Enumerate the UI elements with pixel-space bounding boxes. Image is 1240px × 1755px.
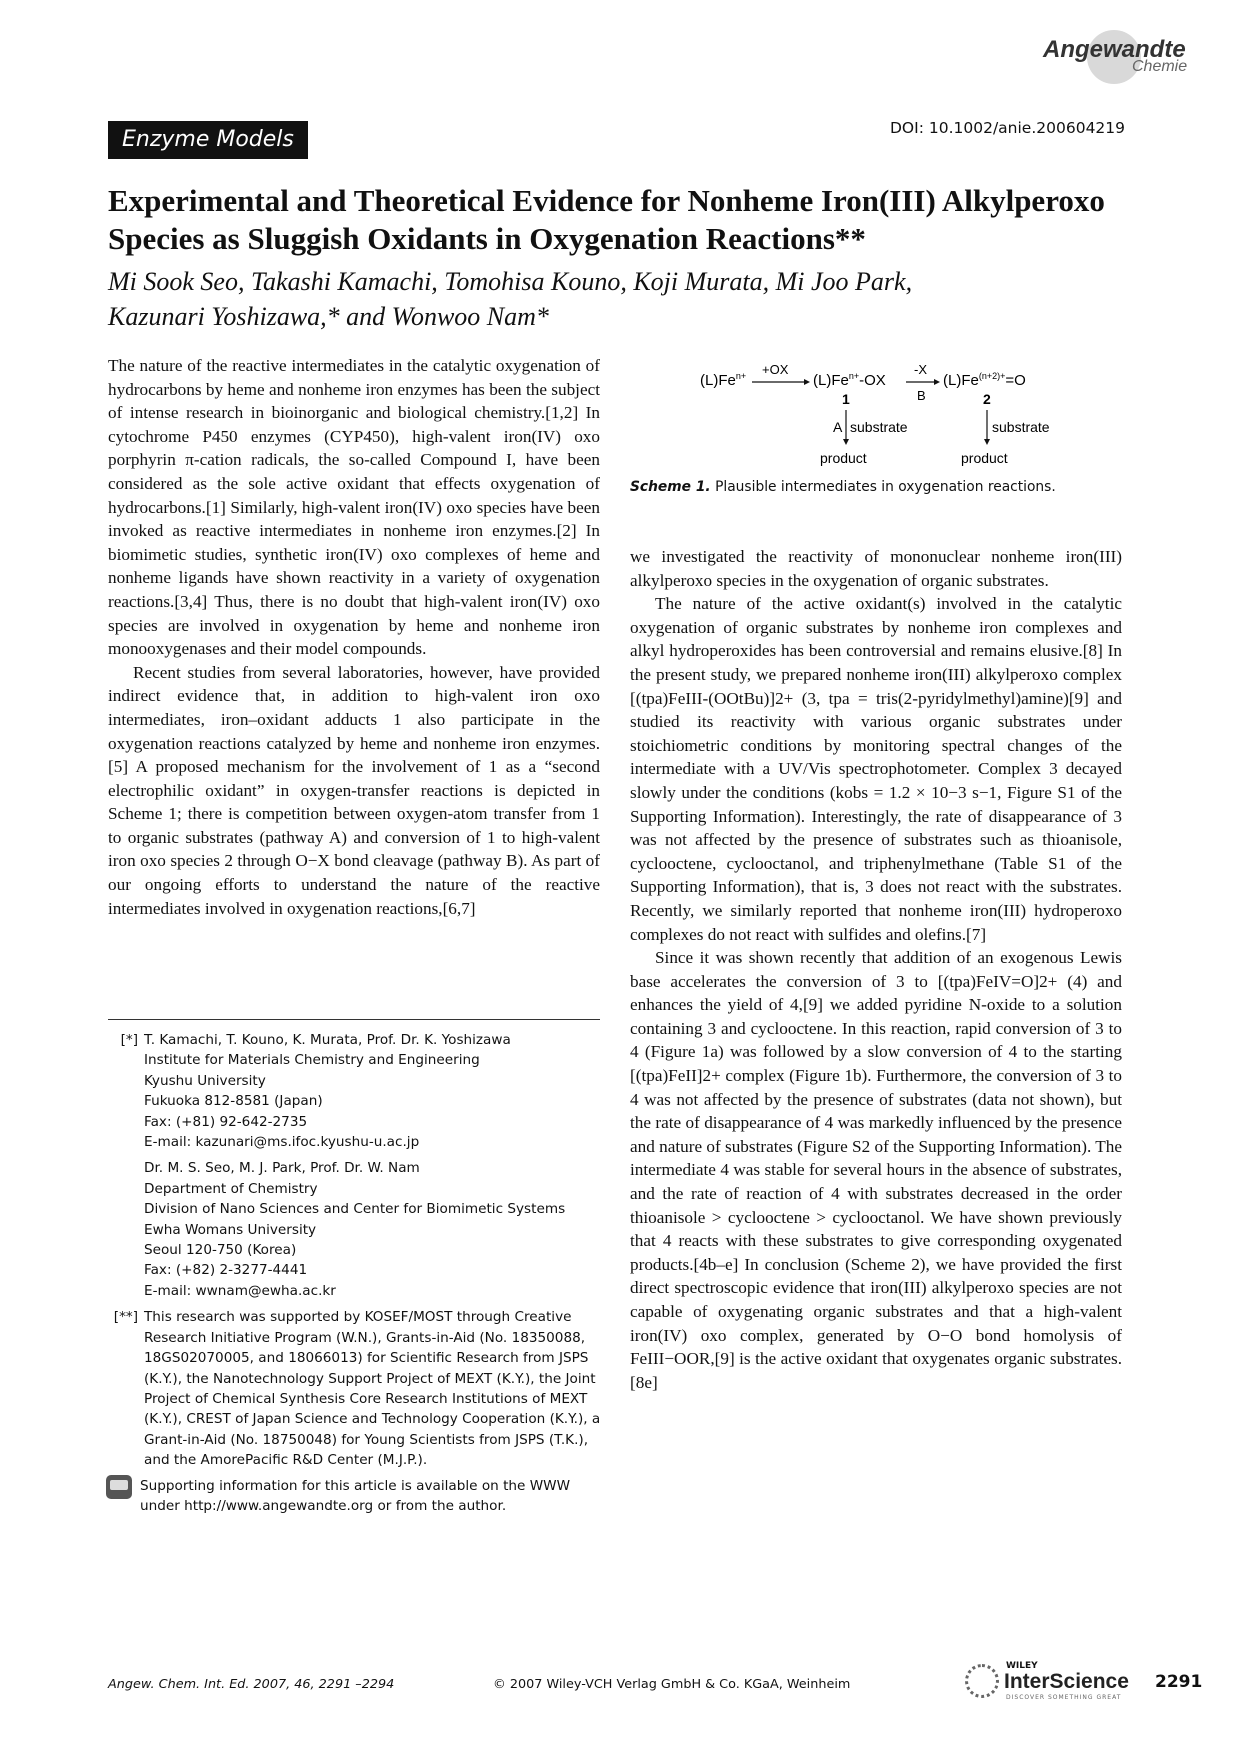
article-authors bbox=[108, 264, 1128, 334]
authors-line-2: Kazunari Yoshizawa,* and Wonwoo Nam* bbox=[108, 302, 549, 331]
scheme-product-1: product bbox=[820, 450, 867, 466]
aff1-line: Fax: (+81) 92-642-2735 bbox=[144, 1113, 308, 1130]
scheme-caption bbox=[630, 479, 1056, 495]
publisher-name: InterScience bbox=[1004, 1670, 1129, 1693]
right-column bbox=[630, 545, 1122, 1394]
journal-logo-main: Angewandte bbox=[1043, 36, 1186, 63]
aff2-email: E-mail: wwnam@ewha.ac.kr bbox=[144, 1282, 336, 1299]
aff2-line: Division of Nano Sciences and Center for Biomimetic Systems bbox=[144, 1201, 566, 1218]
aff2-line: Department of Chemistry bbox=[144, 1180, 318, 1197]
doi: DOI: 10.1002/anie.200604219 bbox=[890, 119, 1126, 137]
aff1-line: Fukuoka 812-8581 (Japan) bbox=[144, 1093, 323, 1110]
aff1-line: Institute for Materials Chemistry and Engineering bbox=[144, 1052, 480, 1069]
aff2-line: Fax: (+82) 2-3277-4441 bbox=[144, 1262, 308, 1279]
scheme-int-1-number: 1 bbox=[842, 391, 850, 407]
footnote-mark-2: [**] bbox=[113, 1309, 138, 1326]
supporting-info-icon bbox=[106, 1475, 132, 1499]
scheme-arrow-1-label: +OX bbox=[762, 362, 789, 377]
scheme-caption-label: Scheme 1. bbox=[630, 479, 711, 495]
scheme-start: $(L)Fe^{n+}$ bbox=[700, 371, 747, 389]
footnotes bbox=[108, 1030, 608, 1471]
publisher-small: WILEY bbox=[1006, 1661, 1038, 1671]
aff2-line: Ewha Womans University bbox=[144, 1221, 317, 1238]
article-title: Experimental and Theoretical Evidence for Nonheme Iron(III) Alkylperoxo Species as Sluggish Oxidants in Oxygenation Reactions** bbox=[108, 183, 1105, 256]
section-label: Enzyme Models bbox=[108, 121, 308, 159]
scheme-substrate-1: substrate bbox=[850, 419, 908, 435]
scheme-substrate-2: substrate bbox=[992, 419, 1050, 435]
footnote-rule bbox=[108, 1019, 600, 1020]
aff1-line: Kyushu University bbox=[144, 1072, 266, 1089]
scheme-1 bbox=[700, 362, 1060, 472]
publisher-tagline: DISCOVER SOMETHING GREAT bbox=[1006, 1694, 1122, 1701]
right-paragraph-3: Since it was shown recently that addition of an exogenous Lewis base accelerates the conversion of 3 to [(tpa)FeIV=O]2+ (4) and enhances the yield of 4,[9] we added pyridine N-oxide to a solution containing 3 and cyclooctene. In this reaction, rapid conversion of 3 to 4 (Figure 1a) was followed by a slow conversion of 4 to the starting [(tpa)FeII]2+ complex (Figure 1b). Furthermore, the conversion of 3 to 4 was not affected by the presence of substrates (data not shown), but the rate of disappearance of 4 was markedly influenced by the presence and nature of substrates (Figure S2 of the Supporting Information). The intermediate 4 was stable for several hours in the absence of substrates, and the rate of reaction of 4 with substrates decreased in the order thioanisole > cyclooctene > cyclooctanol. We have shown previously that 4 reacts with these substrates to give corresponding oxygenated products.[4b–e] In conclusion (Scheme 2), we have provided the first direct spectroscopic evidence that iron(III) alkylperoxo species are not capable of oxygenating organic substrates and that a high-valent iron(IV) oxo complex, generated by O−O bond homolysis of FeIII−OOR,[9] is the active oxidant that oxygenates organic substrates.[8e] bbox=[630, 948, 1122, 1392]
scheme-path-a: A bbox=[833, 419, 843, 435]
right-paragraph-1: we investigated the reactivity of mononuclear nonheme iron(III) alkylperoxo species in the oxygenation of organic substrates. bbox=[630, 547, 1122, 590]
scheme-caption-text: Plausible intermediates in oxygenation reactions. bbox=[715, 479, 1056, 495]
supporting-info-text: Supporting information for this article is available on the WWW under http://www.angewandte.org or from the author. bbox=[140, 1478, 571, 1515]
interscience-logo-icon bbox=[965, 1664, 999, 1698]
footnote-mark-1: [*] bbox=[120, 1032, 138, 1048]
footer-citation: Angew. Chem. Int. Ed. 2007, 46, 2291 –2294 bbox=[108, 1677, 395, 1692]
aff2-line: Dr. M. S. Seo, M. J. Park, Prof. Dr. W. Nam bbox=[144, 1160, 420, 1177]
left-paragraph-2: Recent studies from several laboratories, however, have provided indirect evidence that, in addition to high-valent iron oxo intermediates, iron–oxidant adducts 1 also participate in the oxygenation reactions catalyzed by heme and nonheme iron enzymes.[5] A proposed mechanism for the involvement of 1 as a “second electrophilic oxidant” in oxygen-transfer reactions is depicted in Scheme 1; there is competition between oxygen-atom transfer from 1 to organic substrates (pathway A) and conversion of 1 to high-valent iron oxo species 2 through O−X bond cleavage (pathway B). As part of our ongoing efforts to understand the nature of the reactive intermediates involved in oxygenation reactions,[6,7] bbox=[108, 662, 600, 918]
left-paragraph-1: The nature of the reactive intermediates in the catalytic oxygenation of hydrocarbons by heme and nonheme iron enzymes has been the subject of intense research in bioinorganic and biological chemistry.[1,2] In cytochrome P450 enzymes (CYP450), high-valent iron(IV) oxo porphyrin π-cation radicals, the so-called Compound I, have been considered as the sole active oxidant that effects oxygenation of hydrocarbons.[1] Similarly, high-valent iron(IV) oxo species have been invoked as reactive intermediates in nonheme iron enzymes.[2] In biomimetic studies, synthetic iron(IV) oxo complexes of heme and nonheme ligands have shown reactivity in a variety of oxygenation reactions.[3,4] Thus, there is no doubt that high-valent iron(IV) oxo species are involved in oxygenation by heme and nonheme iron monooxygenases and their model compounds. bbox=[108, 356, 600, 659]
left-column bbox=[108, 354, 600, 920]
acknowledgement: This research was supported by KOSEF/MOST through Creative Research Initiative Program (W.N.), Grants-in-Aid (No. 18350088, 18GS02070005, and 18066013) for Scientific Research from JSPS (K.Y.), the Nanotechnology Support Project of MEXT (K.Y.), the Joint Project of Chemical Synthesis Core Research Institutions of MEXT (K.Y.), CREST of Japan Science and Technology Cooperation (K.Y.), a Grant-in-Aid (No. 18750048) for Young Scientists from JSPS (T.K.), and the AmorePacific R&D Center (M.J.P.). bbox=[144, 1309, 601, 1469]
footer-copyright: © 2007 Wiley-VCH Verlag GmbH & Co. KGaA, Weinheim bbox=[493, 1677, 851, 1692]
page-number: 2291 bbox=[1155, 1672, 1203, 1692]
scheme-int-2-number: 2 bbox=[983, 391, 991, 407]
journal-logo-sub: Chemie bbox=[1132, 58, 1188, 75]
scheme-int-2: $(L)Fe^{(n+2)+}=O$ bbox=[943, 371, 1026, 389]
scheme-arrow-2-top: -X bbox=[914, 362, 927, 377]
authors-line-1: Mi Sook Seo, Takashi Kamachi, Tomohisa Kouno, Koji Murata, Mi Joo Park, bbox=[108, 267, 913, 296]
aff2-line: Seoul 120-750 (Korea) bbox=[144, 1242, 297, 1259]
scheme-arrow-2-bottom: B bbox=[917, 388, 926, 403]
right-paragraph-2: The nature of the active oxidant(s) involved in the catalytic oxygenation of organic substrates by nonheme iron complexes and alkyl hydroperoxides has been controversial and remains elusive.[8] In the present study, we prepared nonheme iron(III) alkylperoxo complex [(tpa)FeIII-(OOtBu)]2+ (3, tpa = tris(2-pyridylmethyl)amine)[9] and studied its reactivity with various organic substrates under stoichiometric conditions by monitoring spectral changes of the intermediate with a UV/Vis spectrophotometer. Complex 3 decayed slowly under the conditions (kobs = 1.2 × 10−3 s−1, Figure S1 of the Supporting Information). Interestingly, the rate of disappearance of 3 was not affected by the presence of substrates such as thioanisole, cyclooctene, cyclooctanol, and triphenylmethane (Table S1 of the Supporting Information), that is, 3 does not react with the substrates. Recently, we similarly reported that nonheme iron(III) hydroperoxo complexes do not react with sulfides and olefins.[7] bbox=[630, 594, 1122, 944]
aff1-email: E-mail: kazunari@ms.ifoc.kyushu-u.ac.jp bbox=[144, 1134, 420, 1151]
scheme-product-2: product bbox=[961, 450, 1008, 466]
scheme-int-1: $(L)Fe^{n+}-OX$ bbox=[813, 371, 886, 389]
aff1-line: T. Kamachi, T. Kouno, K. Murata, Prof. Dr. K. Yoshizawa bbox=[144, 1032, 511, 1048]
